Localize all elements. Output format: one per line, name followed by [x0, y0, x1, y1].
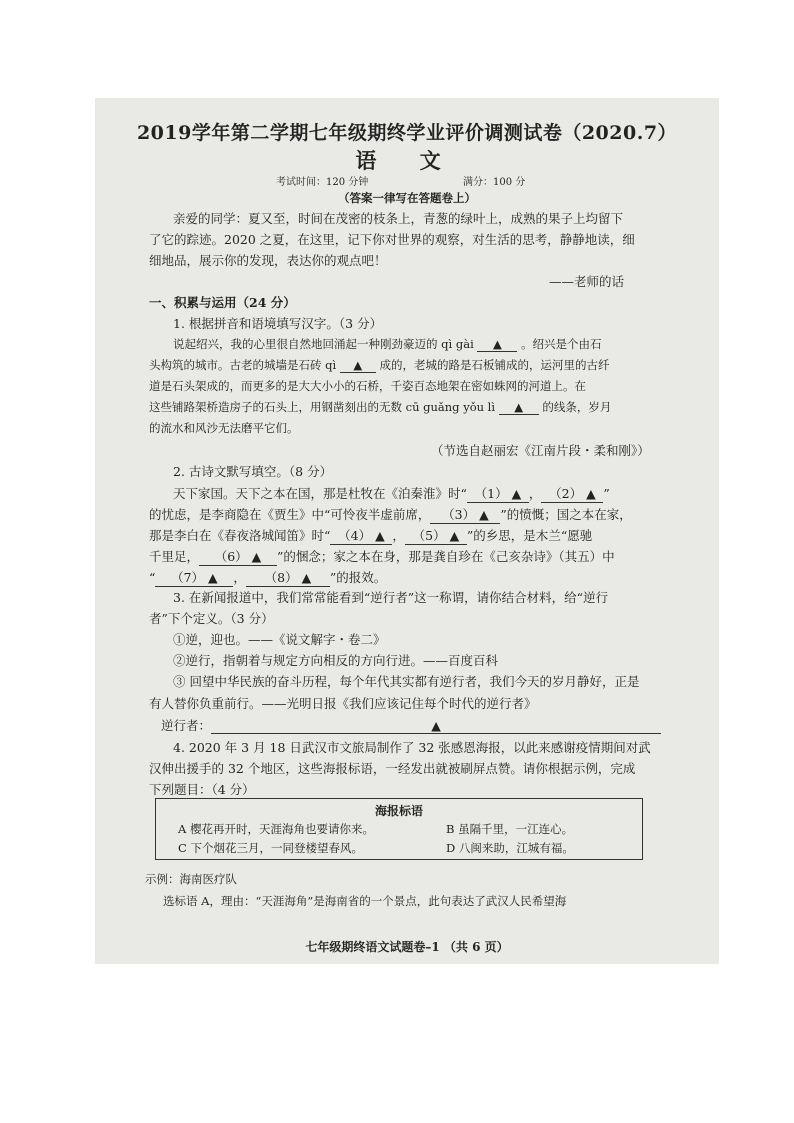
q1-text: 说起绍兴，我的心里很自然地回涌起一种刚劲豪迈的 qì gài — [173, 337, 474, 351]
intro-line-1: 亲爱的同学：夏又至，时间在茂密的枝条上，青葱的绿叶上，成熟的果子上均留下 — [173, 211, 624, 226]
q2-line-2 — [149, 505, 632, 524]
q2-text: 天下家国。天下之本在国，那是杜牧在《泊秦淮》时“ — [173, 486, 467, 501]
blank-mark: ▲ — [208, 570, 218, 585]
q2-line-5 — [149, 568, 386, 587]
q1-text: 头构筑的城市。古老的城墙是石砖 qì — [149, 358, 337, 372]
q2-line-3 — [149, 526, 592, 545]
q2-text: ， — [392, 528, 405, 543]
q1-line-5: 的流水和风沙无法磨平它们。 — [149, 421, 299, 435]
blank-number: （5） — [412, 528, 446, 543]
blank-mark: ▲ — [586, 486, 596, 501]
q2-prompt: 2. 古诗文默写填空。（8 分） — [173, 464, 333, 479]
q3-material-3a: ③ 回望中华民族的奋斗历程，每个年代其实都有逆行者，我们今天的岁月静好，正是 — [173, 674, 640, 689]
q3-answer-blank — [211, 718, 661, 734]
q2-blank-3 — [430, 505, 500, 524]
q3-answer-row — [161, 716, 661, 734]
q3-material-1: ①逆，迎也。——《说文解字・卷二》 — [173, 632, 386, 647]
q1-blank-cuguangyouli — [499, 400, 539, 415]
q2-blank-7 — [155, 568, 233, 587]
blank-number: （6） — [214, 549, 248, 564]
q1-source: （节选自赵丽宏《江南片段・柔和刚》） — [431, 443, 650, 458]
blank-number: （7） — [171, 570, 205, 585]
blank-number: （2） — [549, 486, 583, 501]
q2-line-4 — [149, 547, 615, 566]
q1-line-4 — [149, 399, 611, 415]
blank-number: （4） — [338, 528, 372, 543]
exam-paper-page — [95, 98, 719, 964]
q2-text: ”的悃念；家之本在身，那是龚自珍在《己亥杂诗》（其五）中 — [277, 549, 615, 564]
intro-signature: ——老师的话 — [549, 274, 625, 289]
answer-label: 逆行者： — [161, 718, 212, 733]
q2-blank-2 — [541, 484, 603, 503]
blank-mark: ▲ — [511, 486, 522, 501]
q2-blank-8 — [246, 568, 330, 587]
q3-line-1: 3. 在新闻报道中，我们常常能看到“逆行者”这一称谓，请你结合材料，给“逆行 — [173, 590, 609, 605]
q2-text: ”的愤慨；国之本在家， — [500, 507, 632, 522]
q1-line-3: 道是石头架成的，而更多的是大大小小的石桥，千姿百态地架在密如蛛网的河道上。在 — [149, 379, 586, 393]
blank-mark: ▲ — [375, 528, 385, 543]
q1-line-2 — [149, 357, 610, 373]
q1-text: 。绍兴是个由石 — [521, 337, 602, 351]
blank-mark: ▲ — [431, 718, 441, 733]
blank-mark: ▲ — [492, 337, 502, 351]
option-d: D 八闽来助，江城有福。 — [446, 841, 574, 855]
full-score: 满分：100 分 — [463, 177, 526, 188]
option-a: A 樱花再开时，天涯海角也要请你来。 — [178, 822, 374, 836]
q4-reason: 选标语 A，理由：“天涯海角”是海南省的一个景点，此句表达了武汉人民希望海 — [163, 894, 567, 908]
q3-line-2: 者”下个定义。（3 分） — [149, 611, 274, 626]
q2-blank-4 — [330, 526, 392, 545]
option-b: B 虽隔千里，一江连心。 — [446, 822, 574, 836]
q1-blank-qi — [340, 358, 376, 373]
intro-line-2: 了它的踪迹。2020 之夏，在这里，记下你对世界的观察，对生活的思考，静静地读，细 — [149, 232, 635, 247]
blank-mark: ▲ — [301, 570, 312, 585]
q2-text: 那是李白在《春夜洛城闻笛》时“ — [149, 528, 331, 543]
subject-title: 语 文 — [355, 148, 459, 173]
intro-line-3: 细地品，展示你的发现，表达你的观点吧！ — [149, 253, 387, 268]
exam-time: 考试时间：120 分钟 — [276, 177, 369, 188]
q4-example: 示例：海南医疗队 — [145, 872, 237, 886]
blank-mark: ▲ — [479, 507, 489, 522]
q1-prompt: 1. 根据拼音和语境填写汉字。（3 分） — [173, 316, 383, 331]
q2-line-1 — [173, 484, 610, 503]
section-heading: 一、积累与运用（24 分） — [149, 295, 296, 310]
q2-text: 千里足， — [149, 549, 200, 564]
q3-material-2: ②逆行，指朝着与规定方向相反的方向行进。——百度百科 — [173, 653, 499, 668]
q2-text: ”的报效。 — [329, 570, 387, 585]
q2-blank-6 — [199, 547, 277, 566]
blank-number: （8） — [264, 570, 298, 585]
q2-text: ” — [603, 486, 610, 501]
answer-note: （答案一律写在答题卷上） — [338, 191, 476, 205]
q4-line-2: 汉伸出援手的 32 个地区，这些海报标语，一经发出就被刷屏点赞。请你根据示例，完成 — [149, 761, 636, 776]
blank-mark: ▲ — [514, 400, 524, 414]
blank-number: （3） — [442, 507, 476, 522]
option-c: C 下个烟花三月，一同登楼望春风。 — [178, 841, 363, 855]
q3-material-3b: 有人替你负重前行。——光明日报《我们应该记住每个时代的逆行者》 — [149, 696, 537, 711]
q1-text: 这些铺路架桥造房子的石头上，用钢凿刻出的无数 cū guǎng yǒu lì — [149, 400, 496, 414]
q2-text: ， — [528, 486, 542, 501]
page-footer: 七年级期终语文试题卷–1 （共 6 页） — [305, 940, 509, 954]
poster-slogan-box — [155, 798, 643, 860]
blank-number: （1） — [474, 486, 508, 501]
q1-text: 的线条，岁月 — [542, 400, 612, 414]
q1-line-1 — [173, 336, 602, 352]
blank-mark: ▲ — [353, 358, 363, 372]
q2-blank-1 — [467, 484, 529, 503]
q2-text: “ — [149, 570, 156, 585]
q2-text: ， — [233, 570, 246, 585]
q4-line-3: 下列题目：（4 分） — [149, 782, 255, 797]
q2-blank-5 — [405, 526, 467, 545]
q1-blank-qigai — [477, 337, 517, 352]
q2-text: ”的乡思，是木兰“愿驰 — [466, 528, 593, 543]
blank-mark: ▲ — [449, 528, 460, 543]
exam-title: 2019学年第二学期七年级期终学业评价调测试卷（2020.7） — [136, 122, 678, 144]
poster-title: 海报标语 — [374, 804, 423, 818]
q1-text: 成的，老城的路是石板铺成的，运河里的古纤 — [379, 358, 610, 372]
blank-mark: ▲ — [251, 549, 262, 564]
q4-line-1: 4. 2020 年 3 月 18 日武汉市文旅局制作了 32 张感恩海报，以此来感谢疫情期间对武 — [173, 740, 651, 755]
q2-text: 的忧虑，是李商隐在《贾生》中“可怜夜半虚前席， — [149, 507, 431, 522]
